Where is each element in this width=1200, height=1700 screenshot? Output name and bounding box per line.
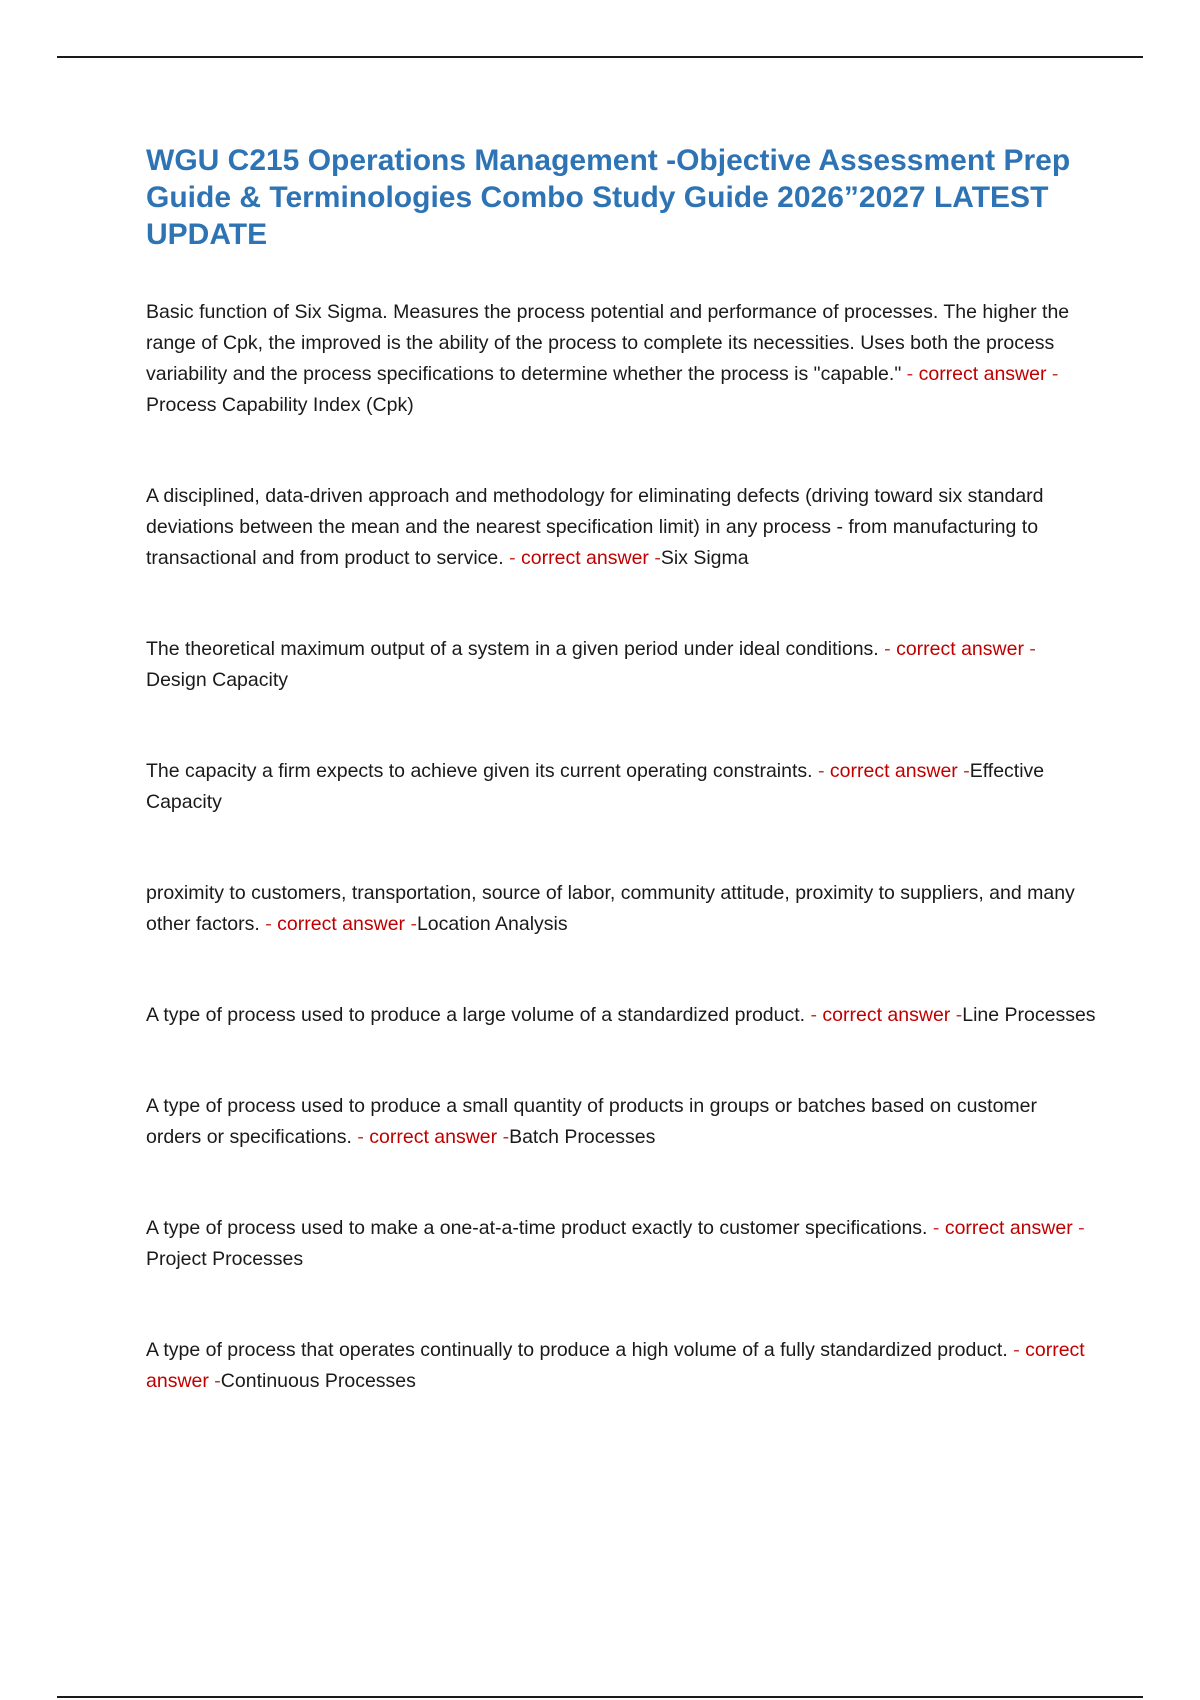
qa-item: The theoretical maximum output of a system in a given period under ideal conditions. - correct answer -Design Capacity	[146, 638, 1036, 691]
answer-text: Design Capacity	[146, 669, 288, 691]
bottom-rule	[57, 1696, 1143, 1698]
qa-item: Basic function of Six Sigma. Measures the process potential and performance of processes. The higher the range of Cpk, the improved is the ability of the process to complete its necessities. Uses both the process variability and the process specifications to determine whether the process is "capable." - correct answer -Process Capability Index (Cpk)	[146, 301, 1070, 416]
question-text: A type of process used to produce a large volume of a standardized product.	[146, 1004, 806, 1026]
document-title: WGU C215 Operations Management -Objective Assessment Prep Guide & Terminologies Combo Study Guide 2026”2027 LATEST UPDATE	[146, 144, 1071, 251]
answer-label: correct answer	[521, 547, 649, 569]
answer-text: Line Processes	[962, 1004, 1096, 1026]
answer-label: correct answer	[146, 1339, 1085, 1392]
answer-text: Process Capability Index (Cpk)	[146, 394, 414, 416]
qa-item: A type of process that operates continually to produce a high volume of a fully standardized product. - correct answer -Continuous Processes	[146, 1339, 1085, 1392]
qa-item: The capacity a firm expects to achieve given its current operating constraints. - correct answer -Effective Capacity	[146, 760, 1045, 813]
answer-text: Location Analysis	[416, 913, 568, 935]
answer-label: correct answer	[896, 638, 1024, 660]
question-text: A type of process that operates continually to produce a high volume of a fully standardized product.	[146, 1339, 1008, 1361]
answer-label: correct answer	[918, 363, 1047, 385]
qa-item: A disciplined, data-driven approach and methodology for eliminating defects (driving toward six standard deviations between the mean and the nearest specification limit) in any process - from manufacturing to transactional and from product to service. - correct answer -Six Sigma	[146, 485, 1044, 569]
question-text: Basic function of Six Sigma. Measures the process potential and performance of processes. The higher the range of Cpk, the improved is the ability of the process to complete its necessities. Uses both the process variability and the process specifications to determine whether the process is "capable."	[146, 301, 1070, 385]
answer-label: correct answer	[829, 760, 958, 782]
question-text: A disciplined, data-driven approach and methodology for eliminating defects (driving toward six standard deviations between the mean and the nearest specification limit) in any process - from manufacturing to transactional and from product to service.	[146, 485, 1044, 569]
document-body	[146, 142, 1096, 1457]
answer-label: correct answer	[369, 1126, 498, 1148]
question-text: A type of process used to produce a small quantity of products in groups or batches based on customer orders or specifications.	[146, 1095, 1038, 1148]
answer-text: Six Sigma	[660, 547, 749, 569]
qa-item: A type of process used to make a one-at-a-time product exactly to customer specifications. - correct answer -Project Processes	[146, 1217, 1085, 1270]
answer-text: Effective Capacity	[146, 760, 1045, 813]
qa-item: A type of process used to produce a large volume of a standardized product. - correct answer -Line Processes	[146, 1004, 1096, 1026]
answer-label: correct answer	[277, 913, 406, 935]
answer-label: correct answer	[944, 1217, 1073, 1239]
answer-text: Batch Processes	[509, 1126, 656, 1148]
answer-text: Project Processes	[146, 1248, 304, 1270]
top-rule	[57, 56, 1143, 58]
qa-item: A type of process used to produce a small quantity of products in groups or batches based on customer orders or specifications. - correct answer -Batch Processes	[146, 1095, 1038, 1148]
question-text: The theoretical maximum output of a system in a given period under ideal conditions.	[146, 638, 879, 660]
question-text: proximity to customers, transportation, source of labor, community attitude, proximity to suppliers, and many other factors.	[146, 882, 1075, 935]
question-text: A type of process used to make a one-at-a-time product exactly to customer specifications.	[146, 1217, 928, 1239]
answer-label: correct answer	[822, 1004, 951, 1026]
question-text: The capacity a firm expects to achieve given its current operating constraints.	[146, 760, 813, 782]
qa-item: proximity to customers, transportation, source of labor, community attitude, proximity to suppliers, and many other factors. - correct answer -Location Analysis	[146, 882, 1075, 935]
answer-text: Continuous Processes	[220, 1370, 416, 1392]
